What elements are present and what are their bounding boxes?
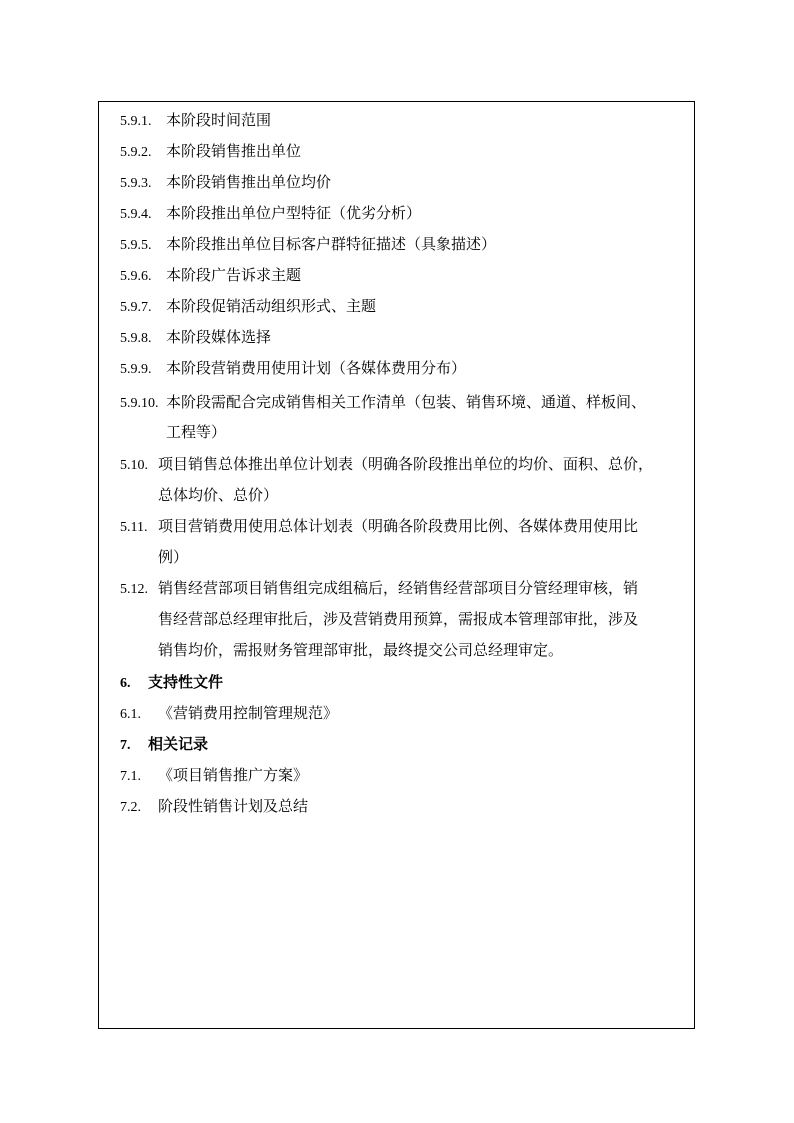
list-item-continuation: 售经营部总经理审批后，涉及营销费用预算，需报成本管理部审批，涉及: [158, 610, 639, 628]
list-item: 5.12. 销售经营部项目销售组完成组稿后，经销售经营部项目分管经理审核，销: [120, 579, 639, 597]
list-item: 7.2. 阶段性销售计划及总结: [120, 797, 309, 815]
list-item-continuation: 销售均价，需报财务管理部审批，最终提交公司总经理审定。: [158, 641, 564, 659]
list-item: 5.9.9. 本阶段营销费用使用计划（各媒体费用分布）: [120, 359, 467, 377]
list-item: 5.9.8. 本阶段媒体选择: [120, 328, 272, 346]
list-item: 5.9.1. 本阶段时间范围: [120, 111, 272, 129]
list-item-continuation: 工程等）: [166, 423, 227, 441]
list-item: 5.9.3. 本阶段销售推出单位均价: [120, 173, 332, 191]
list-item: 7.1. 《项目销售推广方案》: [120, 766, 309, 784]
list-item: 5.9.5. 本阶段推出单位目标客户群特征描述（具象描述）: [120, 235, 497, 253]
list-item: 5.9.4. 本阶段推出单位户型特征（优劣分析）: [120, 204, 422, 222]
list-item: 5.9.2. 本阶段销售推出单位: [120, 142, 302, 160]
list-item: 5.9.7. 本阶段促销活动组织形式、主题: [120, 297, 377, 315]
list-item: 6.1. 《营销费用控制管理规范》: [120, 704, 339, 722]
list-item-continuation: 总体均价、总价）: [158, 486, 279, 504]
list-item: 5.10. 项目销售总体推出单位计划表（明确各阶段推出单位的均价、面积、总价，: [120, 455, 654, 473]
section-heading: 7. 相关记录: [120, 735, 209, 753]
list-item: 5.9.6. 本阶段广告诉求主题: [120, 266, 302, 284]
list-item: 5.9.10. 本阶段需配合完成销售相关工作清单（包装、销售环境、通道、样板间、: [120, 393, 647, 411]
section-heading: 6. 支持性文件: [120, 673, 224, 691]
list-item: 5.11. 项目营销费用使用总体计划表（明确各阶段费用比例、各媒体费用使用比: [120, 517, 639, 535]
list-item-continuation: 例）: [158, 548, 189, 566]
